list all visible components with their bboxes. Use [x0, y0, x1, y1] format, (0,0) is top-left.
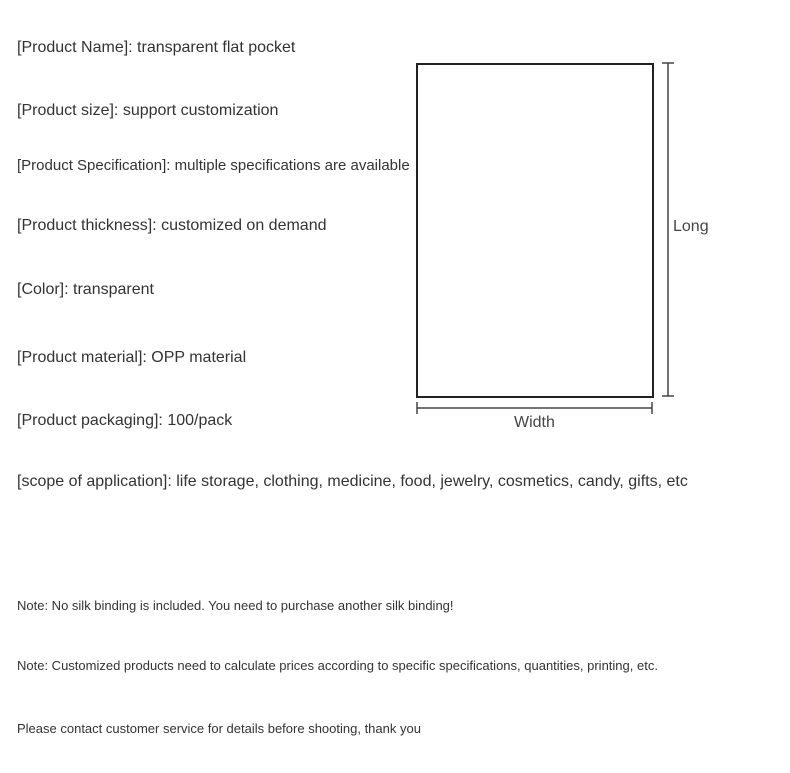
length-label: Long	[673, 218, 709, 235]
spec-product-packaging: [Product packaging]: 100/pack	[17, 412, 233, 429]
pocket-outline	[417, 64, 653, 397]
note-contact-service: Please contact customer service for details before shooting, thank you	[17, 721, 421, 736]
width-label: Width	[514, 414, 555, 431]
spec-product-thickness: [Product thickness]: customized on demand	[17, 217, 327, 234]
spec-scope-of-application: [scope of application]: life storage, clothing, medicine, food, jewelry, cosmetics, candy, gifts, etc	[17, 473, 688, 490]
spec-product-size: [Product size]: support customization	[17, 102, 279, 119]
spec-product-material: [Product material]: OPP material	[17, 349, 247, 366]
note-silk-binding: Note: No silk binding is included. You need to purchase another silk binding!	[17, 598, 454, 613]
spec-product-specification: [Product Specification]: multiple specifications are available	[17, 157, 410, 174]
width-dimension-line	[417, 402, 652, 414]
spec-product-name: [Product Name]: transparent flat pocket	[17, 39, 296, 56]
note-customized-pricing: Note: Customized products need to calculate prices according to specific specifications, quantities, printing, etc.	[17, 658, 658, 673]
spec-color: [Color]: transparent	[17, 281, 154, 298]
